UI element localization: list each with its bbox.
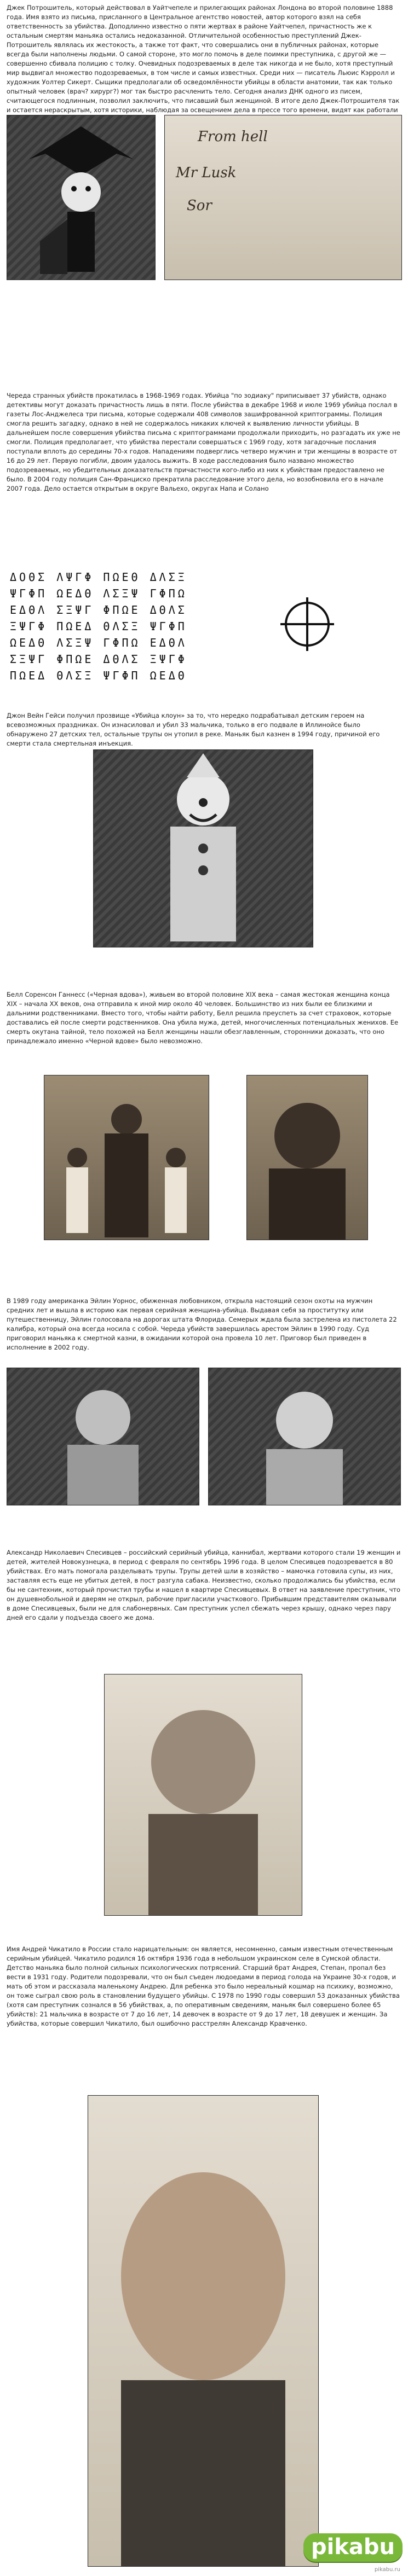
bat-creature-icon [7,115,155,280]
clown-figure-icon [94,750,313,947]
ripper-illustration [7,115,156,280]
man-portrait-icon [88,2096,318,2566]
letter-line-from-hell: From hell [198,129,268,145]
cipher-row: ΠΩΕΔ ΘΛΣΞ ΨΓΦΠ ΩΕΔΘ [10,669,187,682]
letter-line-sor: Sor [187,197,212,214]
man-silhouette-icon [105,1674,302,1915]
watermark: pikabu.ru [374,2567,400,2573]
spesivtsev-photo [104,1674,302,1916]
ripper-text: Джек Потрошитель, который действовал в Уайтчепеле и прилегающих районах Лондона во второй половине 1888 года. Имя взято из письма, присланного в Центральное агентство новостей, автор которого взял на себя ответственность за убийства. Доподлинно известно о пяти жертвах в районе Уайтчепел, причастность же к остальным смертям маньяка остались недоказанной. Отличительной особенностью преступлений Джек-Потрошитель являлась их жестокость, а также тот факт, что совершались они в публичных районах, которые всегда были наполнены людьми. О самой стороне, это могло помочь в деле поимки преступника, с другой же — совершенно сбивала полицию с толку. Очевидных подозреваемых в деле так никогда и не было, хотя преступный мир выдвигал множество подозреваемых, в том числе и самых известных. Среди них — писатель Льюис Кэрролл и художник Уолтер Сикерт. Сыщики предполагали об осведомлённости убийцы в области анатомии, так как только опытный человек (врач? хирург?) мог так быстро расчленить тело. Сегодня анализ ДНК одного из писем, считающегося подлинным, позволил заключить, что писавший был женщиной. В итоге дело Джек-Потрошителя так и остается нераскрытым, хотя историки, наблюдая за освещением дела в прессе того времени, видят как работали [7,4,400,114]
gunness-family-photo [44,1075,209,1240]
wuornos-text: В 1989 году американка Эйлин Уорнос, обиженная любовником, открыла настоящий сезон охоты на мужчин средних лет и вышла в историю как первая серийная женщина-убийца. Выдавая себя за проститутку или путешественницу, Эйлин голосовала на дорогах штата Флорида. Семерых ждала была застрелена из пистолета 22 калибра, который она всегда носила с собой. Череда убийств завершилась арестом Эйлин в 1990 году. Суд приговорил маньяка к смертной казни, в ожидании которой она провела 10 лет. Приговор был приведен в исполнение в 2002 году. [7,1297,397,1351]
family-silhouettes-icon [44,1075,209,1240]
pikabu-logo: pikabu [303,2533,403,2562]
woman-silhouette-icon [7,1368,199,1505]
zodiac-text: Череда странных убийств прокатилась в 1968-1969 годах. Убийца "по зодиаку" приписывает 37 убийств, однако детективы могут доказать причастность лишь в пяти. После убийства в декабре 1968 и июле 1969 убийца послал в газеты Лос-Анджелеса три письма, которые содержали 408 символов зашифрованной криптограммы. Полиция смогла решить загадку, однако в ней не содержалось никаких ключей к выявлению личности убийцы. В дальнейшем после совершения убийства письма с криптограммами продолжали приходить, но разгадать их уже не смогли. Полиция предполагает, что убийства перестали совершаться с 1969 году, хотя загадочные послания поступали вплоть до середины 70-х годов. Нападениям подверглись четверо мужчин и три женщины в возрасте от 16 до 29 лет. Первую погибли, двоим удалось выжить. В ходе расследования было названо множество подозреваемых, но убедительных доказательств причастности кого-либо из них к убийствам предоставлено не было. В 2004 году полиция Сан-Франциско прекратила расследование этого дела, но возобновила его в начале 2007 года. Дело остается открытым в округе Вальехо, округах Напа и Солано [7,392,400,492]
ripper-letter [164,115,402,280]
gunness-portrait-photo [246,1075,368,1240]
wuornos-photo-1 [7,1368,199,1505]
spesivtsev-text: Александр Николаевич Спесивцев – российский серийный убийца, каннибал, жертвами которого стали 19 женщин и детей, жителей Новокузнецка, в период с февраля по сентябрь 1996 года. В целом Спесивцев подозревается в 80 убийствах. Его мать помогала разделывать трупы. Трупы детей шли в хозяйство – мамочка готовила супы, из них, заставляя есть еще не убитых детей, в пост разгула сабака. Неизвестно, сколько продолжались бы убийства, если бы не сантехник, который прочистил трубы и нашел в квартире Спесивцевых. В ответ на заявление преступник, что он душевнобольной и дверям не открыл, рабочие пригласили участкового. Прибывшим представителям оказывали в доме Спесивцевых, были не для слабонервных. Сам преступник успел сбежать через крышу, однако через пару дней его сдали у подъезда своего же дома. [7,1549,401,1621]
cipher-row: ΞΨΓΦ ΠΩΕΔ ΘΛΣΞ ΨΓΦΠ [10,620,187,633]
cipher-row: ΩΕΔΘ ΛΣΞΨ ΓΦΠΩ ΕΔΘΛ [10,636,187,649]
cipher-row: ΣΞΨΓ ΦΠΩΕ ΔΘΛΣ ΞΨΓΦ [10,653,187,666]
gunness-text: Белл Соренсон Ганнесс («Черная вдова»), живьем во второй половине XIX века – самая жестокая женщина конца XIX – начала XX веков, она отправила к иной мир около 40 человек. Большинство из них были ее близкими и дальними родственниками. Вместо того, чтобы найти работу, Белл решила преуспеть за счет страховок, которые доставались ей после смерти родственников. Она убила мужа, детей, многочисленных потенциальных женихов. Ее смерть окутана тайной, тело похожей на Белл женщины нашли обезглавленным, сторонники доказать, что оно принадлежало именно «Черной вдове» было невозможно. [7,991,399,1045]
woman-silhouette-icon [209,1368,400,1505]
wuornos-photo-2 [208,1368,401,1505]
gacy-clown-photo [93,749,313,947]
portrait-silhouette-icon [247,1075,367,1240]
cipher-row: ΨΓΦΠ ΩΕΔΘ ΛΣΞΨ ΓΦΠΩ [10,587,187,600]
cipher-row: ΕΔΘΛ ΣΞΨΓ ΦΠΩΕ ΔΘΛΣ [10,603,187,617]
cipher-row: ΔΟΘΣ ΛΨΓΦ ΠΩΕΘ ΔΛΣΞ [10,571,187,584]
zodiac-crosshair-icon [285,602,330,647]
letter-line-mr-lusk: Mr Lusk [176,165,237,181]
chikatilo-text: Имя Андрей Чикатило в России стало нарицательным: он является, несомненно, самым известным отечественным серийным убийцей. Чикатило родился 16 октября 1936 года в небольшом украинском селе в Сумской области. Детство маньяка было полной сильных психологических потрясений. Старший брат Андрея, Степан, пропал без вести в 1931 году. Родители подозревали, что он был съеден людоедами в период голода на Украине 30-х годов, и мать об этом и рассказала маленькому Андрею. Для ребенка это было нереальный кошмар на психику, возможно, он тоже сыграл свою роль в становлении будущего убийцы. С 1978 по 1990 годы совершил 53 доказанных убийства (хотя сам преступник сознался в 56 убийствах, а, по оперативным сведениям, маньяк был совершено более 65 убийств): 21 мальчика в возрасте от 7 до 16 лет, 14 девочек в возрасте от 9 до 17 лет, 18 девушек и женщин. За убийства, которые совершил Чикатило, был ошибочно расстрелян Александр Кравченко. [7,1945,400,2027]
chikatilo-photo [88,2095,319,2567]
gacy-text: Джон Вейн Гейси получил прозвище «Убийца клоун» за то, что нередко подрабатывал детским героем на всевозможных праздниках. Он изнасиловал и убил 33 мальчика, только в его подвале в Иллинойсе было обнаружено 27 детских тел, остальные трупы он утопил в реке. Маньяк был казнен в 1994 году, причиной его смерти стала смертельная инъекция. [7,712,380,747]
